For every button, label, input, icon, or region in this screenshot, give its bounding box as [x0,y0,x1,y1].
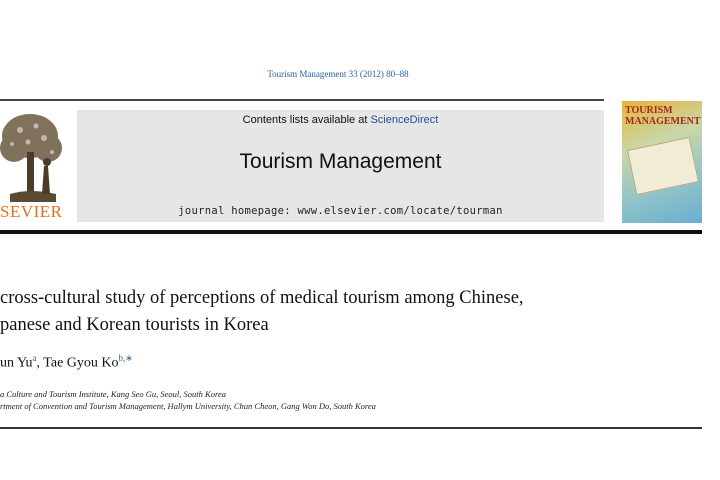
contents-prefix: Contents lists available at [242,114,371,126]
journal-citation[interactable]: Tourism Management 33 (2012) 80–88 [267,69,409,79]
author-1-affiliation-mark[interactable]: a [32,353,37,363]
journal-homepage[interactable]: journal homepage: www.elsevier.com/locate/tourman [178,205,503,217]
contents-line [77,114,604,126]
journal-masthead [77,110,604,222]
author-list [0,353,133,372]
cover-title: TOURISM MANAGEMENT [625,105,701,127]
author-2-name[interactable]: , Tae Gyou Ko [36,355,119,371]
article-title-line-1: cross-cultural study of perceptions of medical tourism among Chinese, [0,288,524,308]
elsevier-logo-text: SEVIER [0,202,63,221]
cover-postcard-graphic [627,137,699,195]
journal-title: Tourism Management [239,150,442,173]
author-2-affiliation-mark[interactable]: b,∗ [118,353,133,363]
affiliation-bottom-rule [0,427,702,429]
article-title [0,285,700,339]
author-1-name[interactable]: un Yu [0,355,33,371]
article-title-line-2: panese and Korean tourists in Korea [0,315,269,335]
affiliation-1: a Culture and Tourism Institute, Kang Seo Gu, Seoul, South Korea [0,389,226,399]
journal-cover-image [622,101,702,223]
header-bottom-rule [0,230,702,234]
affiliation-2: rtment of Convention and Tourism Management, Hallym University, Chun Cheon, Gang Won Do, South Korea [0,401,376,411]
sciencedirect-link[interactable]: ScienceDirect [370,114,439,126]
top-rule [0,99,604,101]
